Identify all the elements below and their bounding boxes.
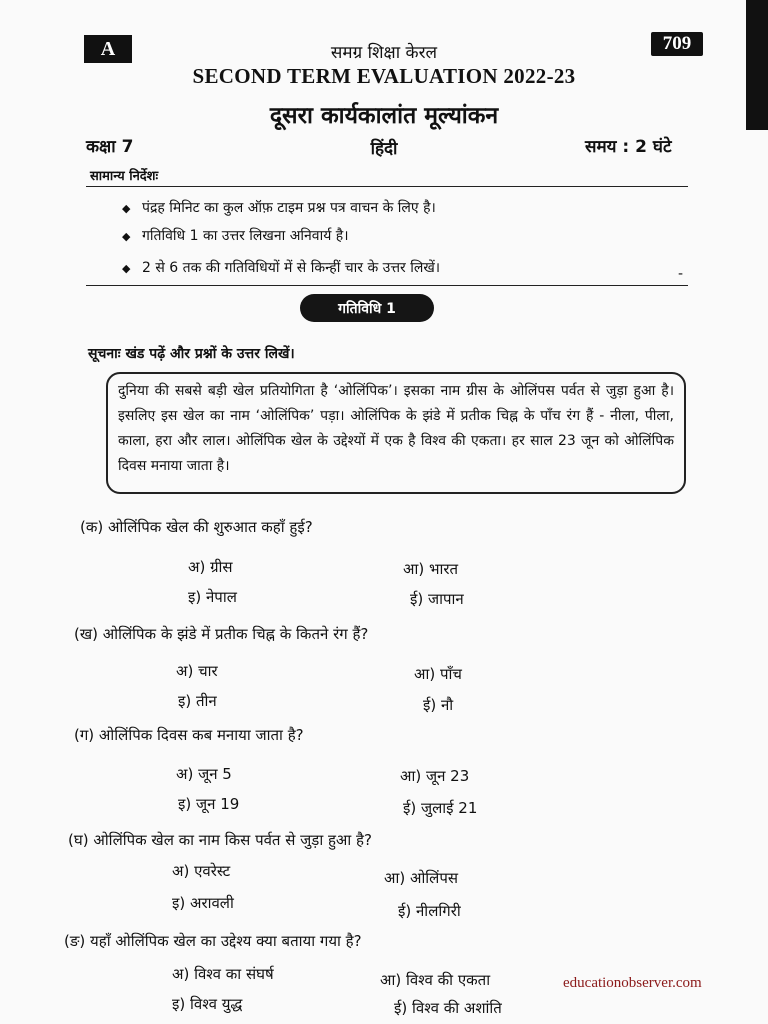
reading-passage: दुनिया की सबसे बड़ी खेल प्रतियोगिता है ‘ओलिंपिक’। इसका नाम ग्रीस के ओलिंपस पर्वत से जुड़ा हुआ है। इसलिए इस खेल का नाम ‘ओलिंपिक’ पड़ा। ओलिंपिक के झंडे में प्रतीक चिह्न के पाँच रंग हैं - नीला, पीला, काला, हरा और लाल। ओलिंपिक खेल के उद्देश्यों में एक है विश्व की एकता। हर साल 23 जून को ओलिंपिक दिवस मनाया जाता है। <box>106 372 686 494</box>
paper-code-badge: 709 <box>651 32 703 56</box>
option-aa: आ) ओलिंपस <box>384 869 459 887</box>
option-i: इ) विश्व युद्ध <box>172 995 243 1013</box>
time-label: समय : 2 घंटे <box>585 137 672 157</box>
option-i: इ) अरावली <box>172 894 234 912</box>
option-ii: ई) नौ <box>423 696 454 714</box>
class-label: कक्षा 7 <box>86 137 134 157</box>
instruction-item: ◆ पंद्रह मिनिट का कुल ऑफ़ टाइम प्रश्न पत्र वाचन के लिए है। <box>122 200 436 216</box>
option-ii: ई) नीलगिरी <box>398 902 461 920</box>
subject-label: हिंदी <box>370 139 398 159</box>
option-i: इ) नेपाल <box>188 588 237 606</box>
question-text: (ग) ओलिंपिक दिवस कब मनाया जाता है? <box>74 726 304 744</box>
site-watermark: educationobserver.com <box>563 975 702 991</box>
option-a: अ) चार <box>176 662 218 680</box>
set-badge: A <box>84 35 132 63</box>
instructions-heading: सामान्य निर्देशः <box>90 169 159 184</box>
exam-title: SECOND TERM EVALUATION 2022-23 <box>192 64 576 88</box>
option-i: इ) तीन <box>178 692 217 710</box>
option-a: अ) विश्व का संघर्ष <box>172 965 274 983</box>
activity-notice: सूचनाः खंड पढ़ें और प्रश्नों के उत्तर लिखें। <box>88 346 295 362</box>
bullet-icon: ◆ <box>122 202 131 215</box>
instruction-item: ◆ 2 से 6 तक की गतिविधियों में से किन्हीं चार के उत्तर लिखें। <box>122 260 441 276</box>
option-aa: आ) विश्व की एकता <box>380 971 491 989</box>
option-aa: आ) पाँच <box>414 665 462 683</box>
stray-mark: - <box>678 266 684 282</box>
question-text: (घ) ओलिंपिक खेल का नाम किस पर्वत से जुड़ा हुआ है? <box>68 831 372 849</box>
option-aa: आ) भारत <box>403 560 459 578</box>
question-text: (क) ओलिंपिक खेल की शुरुआत कहाँ हुई? <box>80 518 313 536</box>
activity-label: गतिविधि 1 <box>300 294 434 322</box>
question-text: (ख) ओलिंपिक के झंडे में प्रतीक चिह्न के कितने रंग हैं? <box>74 625 369 643</box>
organization-name: समग्र शिक्षा केरल <box>330 43 438 63</box>
option-ii: ई) विश्व की अशांति <box>394 999 502 1017</box>
option-ii: ई) जापान <box>410 590 464 608</box>
bullet-icon: ◆ <box>122 262 131 275</box>
bullet-icon: ◆ <box>122 230 131 243</box>
option-i: इ) जून 19 <box>178 795 240 813</box>
instruction-item: ◆ गतिविधि 1 का उत्तर लिखना अनिवार्य है। <box>122 228 349 244</box>
option-aa: आ) जून 23 <box>400 767 470 785</box>
question-text: (ङ) यहाँ ओलिंपिक खेल का उद्देश्य क्या बताया गया है? <box>64 932 362 950</box>
option-a: अ) ग्रीस <box>188 558 233 576</box>
option-a: अ) जून 5 <box>176 765 232 783</box>
option-ii: ई) जुलाई 21 <box>403 799 478 817</box>
option-a: अ) एवरेस्ट <box>172 862 231 880</box>
exam-subtitle: दूसरा कार्यकालांत मूल्यांकन <box>269 103 499 129</box>
divider-bottom <box>86 285 688 286</box>
divider-top <box>86 186 688 187</box>
